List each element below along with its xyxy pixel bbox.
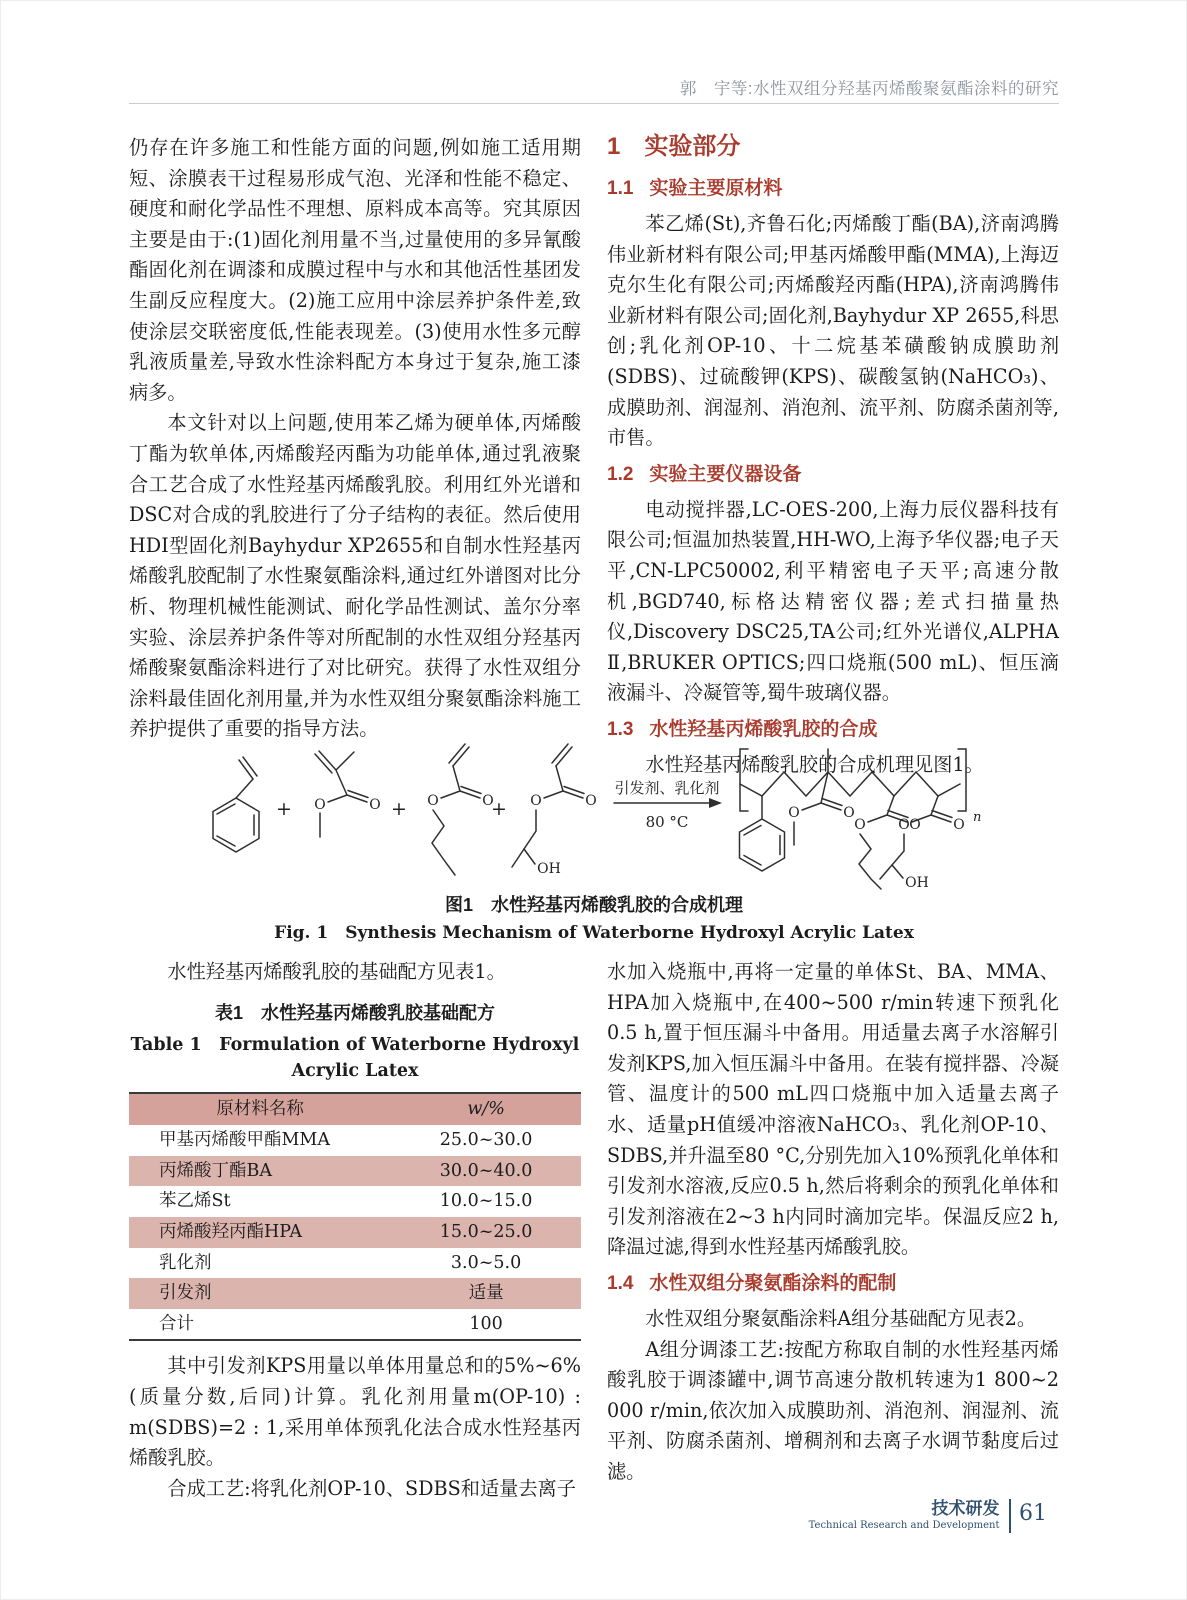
section-heading-1-4 — [607, 1270, 1059, 1297]
running-head-title: 郭 宇等:水性双组分羟基丙烯酸聚氨酯涂料的研究 — [679, 80, 1059, 98]
oxygen-label: O — [854, 817, 866, 833]
body-paragraph: A组分调漆工艺:按配方称取自制的水性羟基丙烯酸乳胶于调漆罐中,调节高速分散机转速为1 800~2 000 r/min,依次加入成膜助剂、消泡剂、润湿剂、流平剂、防腐杀菌剂、增稠剂和去离子水调节黏度后过滤。 — [607, 1337, 1059, 1483]
section-title: 实验主要原材料 — [649, 178, 783, 199]
section-number: 1.3 — [607, 718, 634, 740]
material-value: 3.0~5.0 — [450, 1252, 522, 1273]
table-header-row — [129, 1093, 581, 1125]
table-row — [129, 1217, 581, 1248]
body-paragraph: 本文针对以上问题,使用苯乙烯为硬单体,丙烯酸丁酯为软单体,丙烯酸羟丙酯为功能单体,通过乳液聚合工艺合成了水性羟基丙烯酸乳胶。利用红外光谱和DSC对合成的乳胶进行了分子结构的表征。然后使用HDI型固化剂Bayhydur XP2655和自制水性羟基丙烯酸乳胶配制了水性聚氨酯涂料,通过红外谱图对比分析、物理机械性能测试、耐化学品性测试、盖尔分率实验、涂层养护条件等对所配制的水性双组分羟基丙烯酸聚氨酯涂料进行了对比研究。获得了水性双组分涂料最佳固化剂用量,并为水性双组分聚氨酯涂料施工养护提供了重要的指导方法。 — [129, 411, 581, 741]
table-row — [129, 1248, 581, 1279]
oxygen-label: O — [909, 817, 921, 833]
section-number: 1 — [607, 133, 621, 160]
oxygen-label: O — [843, 805, 855, 821]
material-value: 25.0~30.0 — [439, 1130, 533, 1151]
footer-section-zh: 技术研发 — [931, 1499, 1000, 1518]
column-header-material: 原材料名称 — [129, 1093, 391, 1125]
material-name: 引发剂 — [159, 1283, 212, 1304]
footer-divider — [1009, 1499, 1012, 1533]
section-title: 水性双组分聚氨酯涂料的配制 — [649, 1272, 897, 1294]
arrow-condition-bottom: 80 °C — [645, 813, 689, 831]
table-row — [129, 1278, 581, 1309]
oxygen-label: O — [788, 805, 800, 821]
hydroxyl-label: OH — [537, 861, 561, 877]
section-number: 1.4 — [607, 1272, 634, 1294]
ba-structure — [427, 744, 493, 875]
reaction-scheme-svg — [161, 703, 1027, 891]
plus-sign: + — [276, 798, 292, 820]
oxygen-label: O — [427, 793, 439, 809]
left-column-top — [129, 133, 581, 745]
material-name: 合计 — [159, 1313, 194, 1334]
section-heading-1-1 — [607, 175, 1059, 202]
mma-structure — [314, 751, 380, 837]
body-paragraph: 其中引发剂KPS用量以单体用量总和的5%~6%(质量分数,后同)计算。乳化剂用量m(OP-10) : m(SDBS)=2 : 1,采用单体预乳化法合成水性羟基丙烯酸乳胶。 — [129, 1354, 581, 1470]
section-title: 水性羟基丙烯酸乳胶的合成 — [649, 718, 878, 740]
plus-sign: + — [491, 798, 507, 820]
left-column-bottom — [129, 957, 581, 1504]
oxygen-label: O — [369, 797, 381, 813]
header-rule — [129, 103, 1059, 104]
table1-title-en: Table 1 Formulation of Waterborne Hydroxyl Acrylic Latex — [130, 1035, 580, 1082]
hydroxyl-label: OH — [905, 875, 929, 891]
repeat-subscript: n — [973, 810, 982, 825]
material-value: 适量 — [468, 1283, 504, 1304]
material-name: 苯乙烯St — [159, 1191, 231, 1212]
table-row — [129, 1309, 581, 1341]
page-footer — [809, 1499, 1047, 1533]
body-paragraph: 电动搅拌器,LC-OES-200,上海力辰仪器科技有限公司;恒温加热装置,HH-WO,上海予华仪器;电子天平,CN-LPC50002,利平精密电子天平;高速分散机,BGD740,标格达精密仪器;差式扫描量热仪,Discovery DSC25,TA公司;红外光谱仪,ALPHA Ⅱ,BRUKER OPTICS;四口烧瓶(500 mL)、恒压滴液漏斗、冷凝管等,蜀牛玻璃仪器。 — [607, 497, 1059, 705]
oxygen-label: O — [482, 793, 494, 809]
material-name: 乳化剂 — [159, 1252, 212, 1273]
arrow-condition-top: 引发剂、乳化剂 — [614, 779, 720, 797]
oxygen-label: O — [585, 793, 597, 809]
polymer-product-structure — [740, 749, 982, 891]
material-value: 100 — [469, 1313, 503, 1334]
oxygen-label: O — [314, 797, 326, 813]
section-number: 1.2 — [607, 463, 634, 485]
body-paragraph: 水加入烧瓶中,再将一定量的单体St、BA、MMA、HPA加入烧瓶中,在400~500 r/min转速下预乳化0.5 h,置于恒压漏斗中备用。用适量去离子水溶解引发剂KPS,加入恒压漏斗中备用。在装有搅拌器、冷凝管、温度计的500 mL四口烧瓶中加入适量去离子水、适量pH值缓冲溶液NaHCO₃、乳化剂OP-10、SDBS,并升温至80 °C,分别先加入10%预乳化单体和引发剂水溶液,反应0.5 h,然后将剩余的预乳化单体和引发剂溶液在2~3 h内同时滴加完毕。保温反应2 h,降温过滤,得到水性羟基丙烯酸乳胶。 — [607, 960, 1059, 1259]
reaction-arrow — [614, 779, 722, 831]
body-paragraph: 仍存在许多施工和性能方面的问题,例如施工适用期短、涂膜表干过程易形成气泡、光泽和性能不稳定、硬度和耐化学品性不理想、原料成本高等。究其原因主要是由于:(1)固化剂用量不当,过量使用的多异氰酸酯固化剂在调漆和成膜过程中与水和其他活性基团发生副反应程度大。(2)施工应用中涂层养护条件差,致使涂层交联密度低,性能表现差。(3)使用水性多元醇乳液质量差,导致水性涂料配方本身过于复杂,施工漆病多。 — [129, 136, 581, 404]
oxygen-label: O — [898, 817, 910, 833]
table-row — [129, 1156, 581, 1187]
figure1-caption-zh: 图1 水性羟基丙烯酸乳胶的合成机理 — [444, 895, 743, 915]
plus-sign: + — [391, 798, 407, 820]
footer-section-en: Technical Research and Development — [808, 1520, 1000, 1531]
material-value: 15.0~25.0 — [439, 1221, 533, 1242]
hpa-structure — [512, 744, 597, 877]
section-number: 1.1 — [607, 178, 634, 199]
table1-intro: 水性羟基丙烯酸乳胶的基础配方见表1。 — [167, 960, 506, 983]
material-value: 30.0~40.0 — [439, 1160, 533, 1181]
section-title: 实验部分 — [644, 133, 741, 160]
table1-title-zh: 表1 水性羟基丙烯酸乳胶基础配方 — [214, 1002, 495, 1023]
right-column-top — [607, 129, 1059, 781]
material-name: 丙烯酸丁酯BA — [159, 1160, 272, 1181]
section-heading-1 — [607, 131, 1059, 163]
body-paragraph: 水性羟基丙烯酸乳胶的合成机理见图1。 — [645, 752, 984, 776]
footer-section — [809, 1499, 1000, 1533]
right-column-bottom — [607, 957, 1059, 1488]
styrene-structure — [213, 757, 259, 852]
figure1-scheme — [161, 703, 1027, 891]
table-row — [129, 1125, 581, 1156]
material-name: 丙烯酸羟丙酯HPA — [159, 1221, 303, 1242]
oxygen-label: O — [530, 793, 542, 809]
oxygen-label: O — [953, 817, 965, 833]
table1 — [129, 1092, 581, 1341]
table-row — [129, 1186, 581, 1217]
body-paragraph: 苯乙烯(St),齐鲁石化;丙烯酸丁酯(BA),济南鸿腾伟业新材料有限公司;甲基丙烯酸甲酯(MMA),上海迈克尔生化有限公司;丙烯酸羟丙酯(HPA),济南鸿腾伟业新材料有限公司;固化剂,Bayhydur XP 2655,科思创;乳化剂OP-10、十二烷基苯磺酸钠成膜助剂(SDBS)、过硫酸钾(KPS)、碳酸氢钠(NaHCO₃)、成膜助剂、润湿剂、消泡剂、流平剂、防腐杀菌剂等,市售。 — [607, 212, 1059, 450]
body-paragraph: 合成工艺:将乳化剂OP-10、SDBS和适量去离子 — [167, 1476, 576, 1500]
figure1-caption-en: Fig. 1 Synthesis Mechanism of Waterborne Hydroxyl Acrylic Latex — [274, 923, 914, 943]
material-name: 甲基丙烯酸甲酯MMA — [159, 1130, 330, 1151]
section-heading-1-2 — [607, 461, 1059, 488]
section-title: 实验主要仪器设备 — [649, 463, 802, 485]
material-value: 10.0~15.0 — [439, 1191, 533, 1212]
body-paragraph: 水性双组分聚氨酯涂料A组分基础配方见表2。 — [645, 1306, 1037, 1330]
page-number: 61 — [1019, 1501, 1047, 1526]
column-header-wpercent: w/% — [391, 1093, 581, 1125]
